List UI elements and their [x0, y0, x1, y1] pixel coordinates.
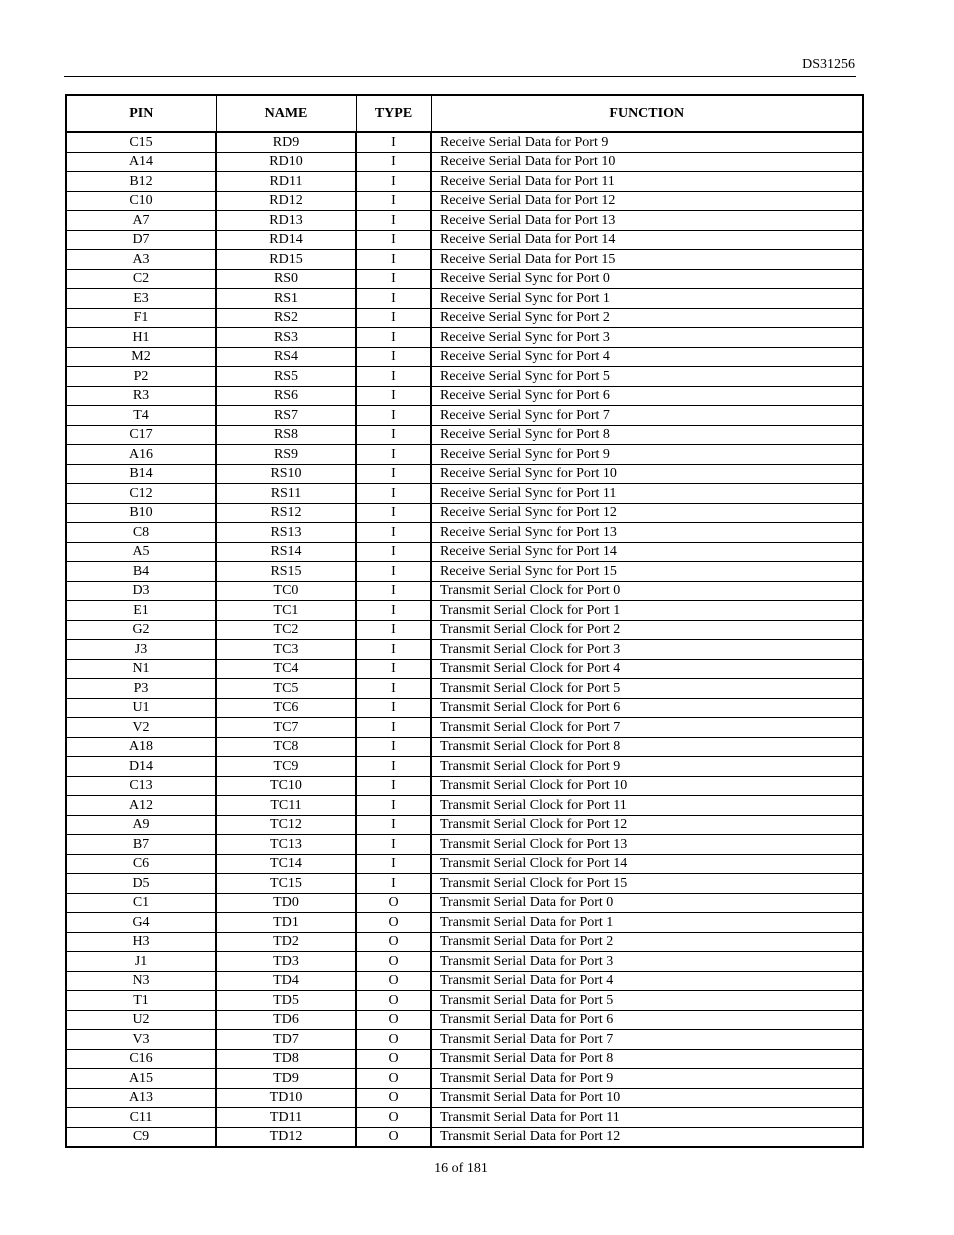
- pin-cell: U1: [66, 698, 216, 718]
- pin-cell: T1: [66, 991, 216, 1011]
- pin-cell: D14: [66, 757, 216, 777]
- type-cell: I: [356, 640, 431, 660]
- function-cell: Receive Serial Sync for Port 14: [431, 542, 863, 562]
- pin-cell: A12: [66, 796, 216, 816]
- function-cell: Receive Serial Data for Port 13: [431, 211, 863, 231]
- pin-cell: P3: [66, 679, 216, 699]
- function-cell: Receive Serial Sync for Port 6: [431, 386, 863, 406]
- type-cell: I: [356, 484, 431, 504]
- pin-cell: B4: [66, 562, 216, 582]
- function-cell: Transmit Serial Data for Port 6: [431, 1010, 863, 1030]
- name-cell: RD9: [216, 132, 356, 152]
- column-header-type: TYPE: [356, 95, 431, 132]
- pin-cell: C8: [66, 523, 216, 543]
- name-cell: TC4: [216, 659, 356, 679]
- table-row: [66, 776, 863, 796]
- function-cell: Transmit Serial Data for Port 8: [431, 1049, 863, 1069]
- pin-cell: T4: [66, 406, 216, 426]
- name-cell: RS1: [216, 289, 356, 309]
- type-cell: O: [356, 932, 431, 952]
- name-cell: TC6: [216, 698, 356, 718]
- function-cell: Receive Serial Sync for Port 4: [431, 347, 863, 367]
- type-cell: I: [356, 542, 431, 562]
- table-row: [66, 367, 863, 387]
- type-cell: I: [356, 132, 431, 152]
- function-cell: Receive Serial Sync for Port 8: [431, 425, 863, 445]
- table-row: [66, 1030, 863, 1050]
- name-cell: TD1: [216, 913, 356, 933]
- type-cell: I: [356, 269, 431, 289]
- type-cell: I: [356, 854, 431, 874]
- table-row: [66, 874, 863, 894]
- type-cell: I: [356, 347, 431, 367]
- table-row: [66, 971, 863, 991]
- function-cell: Transmit Serial Data for Port 1: [431, 913, 863, 933]
- function-cell: Receive Serial Sync for Port 2: [431, 308, 863, 328]
- table-row: [66, 952, 863, 972]
- type-cell: I: [356, 581, 431, 601]
- type-cell: I: [356, 835, 431, 855]
- type-cell: O: [356, 971, 431, 991]
- pin-cell: A13: [66, 1088, 216, 1108]
- name-cell: RS13: [216, 523, 356, 543]
- function-cell: Receive Serial Sync for Port 9: [431, 445, 863, 465]
- pin-cell: A9: [66, 815, 216, 835]
- table-row: [66, 1108, 863, 1128]
- function-cell: Transmit Serial Data for Port 3: [431, 952, 863, 972]
- name-cell: RD13: [216, 211, 356, 231]
- pin-description-table: [65, 94, 864, 1148]
- type-cell: I: [356, 406, 431, 426]
- pin-cell: C15: [66, 132, 216, 152]
- type-cell: I: [356, 874, 431, 894]
- function-cell: Transmit Serial Clock for Port 2: [431, 620, 863, 640]
- pin-cell: B14: [66, 464, 216, 484]
- table-row: [66, 503, 863, 523]
- name-cell: TC14: [216, 854, 356, 874]
- type-cell: I: [356, 308, 431, 328]
- function-cell: Receive Serial Sync for Port 12: [431, 503, 863, 523]
- function-cell: Receive Serial Sync for Port 10: [431, 464, 863, 484]
- function-cell: Receive Serial Data for Port 11: [431, 172, 863, 192]
- table-row: [66, 1049, 863, 1069]
- type-cell: I: [356, 796, 431, 816]
- function-cell: Transmit Serial Data for Port 5: [431, 991, 863, 1011]
- name-cell: TC10: [216, 776, 356, 796]
- name-cell: RD11: [216, 172, 356, 192]
- table-row: [66, 698, 863, 718]
- pin-cell: V3: [66, 1030, 216, 1050]
- pin-cell: C6: [66, 854, 216, 874]
- table-row: [66, 211, 863, 231]
- name-cell: RD12: [216, 191, 356, 211]
- type-cell: I: [356, 659, 431, 679]
- pin-cell: R3: [66, 386, 216, 406]
- function-cell: Transmit Serial Clock for Port 15: [431, 874, 863, 894]
- function-cell: Transmit Serial Clock for Port 10: [431, 776, 863, 796]
- type-cell: I: [356, 386, 431, 406]
- pin-cell: J3: [66, 640, 216, 660]
- table-row: [66, 854, 863, 874]
- table-row: [66, 757, 863, 777]
- pin-cell: N3: [66, 971, 216, 991]
- type-cell: I: [356, 425, 431, 445]
- name-cell: RS5: [216, 367, 356, 387]
- table-body: [66, 132, 863, 1147]
- pin-cell: A16: [66, 445, 216, 465]
- function-cell: Receive Serial Sync for Port 3: [431, 328, 863, 348]
- table-row: [66, 523, 863, 543]
- function-cell: Transmit Serial Clock for Port 13: [431, 835, 863, 855]
- name-cell: TC3: [216, 640, 356, 660]
- table-row: [66, 1010, 863, 1030]
- name-cell: RS14: [216, 542, 356, 562]
- function-cell: Transmit Serial Data for Port 12: [431, 1127, 863, 1147]
- table-row: [66, 835, 863, 855]
- type-cell: I: [356, 523, 431, 543]
- type-cell: I: [356, 230, 431, 250]
- function-cell: Transmit Serial Clock for Port 1: [431, 601, 863, 621]
- name-cell: TC7: [216, 718, 356, 738]
- pin-cell: B12: [66, 172, 216, 192]
- pin-cell: A3: [66, 250, 216, 270]
- name-cell: RD10: [216, 152, 356, 172]
- pin-cell: B7: [66, 835, 216, 855]
- type-cell: O: [356, 1108, 431, 1128]
- type-cell: I: [356, 152, 431, 172]
- type-cell: I: [356, 620, 431, 640]
- table-row: [66, 152, 863, 172]
- pin-cell: G2: [66, 620, 216, 640]
- function-cell: Transmit Serial Clock for Port 14: [431, 854, 863, 874]
- pin-cell: C11: [66, 1108, 216, 1128]
- pin-cell: J1: [66, 952, 216, 972]
- function-cell: Receive Serial Data for Port 14: [431, 230, 863, 250]
- name-cell: TD6: [216, 1010, 356, 1030]
- name-cell: RS15: [216, 562, 356, 582]
- function-cell: Receive Serial Sync for Port 0: [431, 269, 863, 289]
- type-cell: I: [356, 562, 431, 582]
- function-cell: Transmit Serial Clock for Port 12: [431, 815, 863, 835]
- name-cell: RS2: [216, 308, 356, 328]
- type-cell: I: [356, 464, 431, 484]
- function-cell: Transmit Serial Clock for Port 7: [431, 718, 863, 738]
- function-cell: Receive Serial Data for Port 10: [431, 152, 863, 172]
- pin-cell: H1: [66, 328, 216, 348]
- type-cell: O: [356, 1127, 431, 1147]
- type-cell: I: [356, 757, 431, 777]
- type-cell: I: [356, 172, 431, 192]
- table-row: [66, 679, 863, 699]
- name-cell: RS10: [216, 464, 356, 484]
- table-row: [66, 308, 863, 328]
- function-cell: Receive Serial Data for Port 9: [431, 132, 863, 152]
- pin-cell: D7: [66, 230, 216, 250]
- function-cell: Transmit Serial Data for Port 7: [431, 1030, 863, 1050]
- type-cell: I: [356, 211, 431, 231]
- name-cell: TD7: [216, 1030, 356, 1050]
- pin-cell: A5: [66, 542, 216, 562]
- column-header-name: NAME: [216, 95, 356, 132]
- function-cell: Receive Serial Sync for Port 1: [431, 289, 863, 309]
- name-cell: TC2: [216, 620, 356, 640]
- table-row: [66, 1127, 863, 1147]
- pin-cell: A14: [66, 152, 216, 172]
- pin-cell: A15: [66, 1069, 216, 1089]
- name-cell: RD15: [216, 250, 356, 270]
- table-row: [66, 230, 863, 250]
- name-cell: TC9: [216, 757, 356, 777]
- pin-cell: C16: [66, 1049, 216, 1069]
- table-row: [66, 601, 863, 621]
- pin-cell: C13: [66, 776, 216, 796]
- table-header-row: [66, 95, 863, 132]
- pin-cell: E3: [66, 289, 216, 309]
- type-cell: I: [356, 503, 431, 523]
- name-cell: TC1: [216, 601, 356, 621]
- type-cell: I: [356, 815, 431, 835]
- name-cell: TC15: [216, 874, 356, 894]
- type-cell: I: [356, 250, 431, 270]
- function-cell: Receive Serial Sync for Port 7: [431, 406, 863, 426]
- name-cell: TD5: [216, 991, 356, 1011]
- table-row: [66, 328, 863, 348]
- name-cell: RS7: [216, 406, 356, 426]
- pin-cell: C10: [66, 191, 216, 211]
- header-rule: [64, 76, 856, 77]
- function-cell: Transmit Serial Clock for Port 3: [431, 640, 863, 660]
- name-cell: RS6: [216, 386, 356, 406]
- name-cell: TD12: [216, 1127, 356, 1147]
- name-cell: TD0: [216, 893, 356, 913]
- name-cell: TC13: [216, 835, 356, 855]
- pin-cell: C17: [66, 425, 216, 445]
- type-cell: O: [356, 991, 431, 1011]
- function-cell: Transmit Serial Clock for Port 11: [431, 796, 863, 816]
- table-row: [66, 581, 863, 601]
- pin-cell: C1: [66, 893, 216, 913]
- name-cell: RS11: [216, 484, 356, 504]
- table-row: [66, 406, 863, 426]
- function-cell: Transmit Serial Clock for Port 4: [431, 659, 863, 679]
- name-cell: TD10: [216, 1088, 356, 1108]
- table-row: [66, 484, 863, 504]
- function-cell: Transmit Serial Clock for Port 8: [431, 737, 863, 757]
- name-cell: RS3: [216, 328, 356, 348]
- type-cell: I: [356, 698, 431, 718]
- table-row: [66, 640, 863, 660]
- name-cell: TD3: [216, 952, 356, 972]
- name-cell: TD4: [216, 971, 356, 991]
- table-row: [66, 659, 863, 679]
- table-row: [66, 132, 863, 152]
- type-cell: I: [356, 679, 431, 699]
- type-cell: I: [356, 737, 431, 757]
- type-cell: I: [356, 328, 431, 348]
- function-cell: Transmit Serial Data for Port 0: [431, 893, 863, 913]
- table-row: [66, 737, 863, 757]
- table-row: [66, 620, 863, 640]
- name-cell: TC11: [216, 796, 356, 816]
- name-cell: TD2: [216, 932, 356, 952]
- pin-cell: E1: [66, 601, 216, 621]
- function-cell: Transmit Serial Data for Port 10: [431, 1088, 863, 1108]
- column-header-function: FUNCTION: [431, 95, 863, 132]
- type-cell: O: [356, 1088, 431, 1108]
- type-cell: O: [356, 893, 431, 913]
- table-row: [66, 991, 863, 1011]
- type-cell: I: [356, 445, 431, 465]
- function-cell: Transmit Serial Clock for Port 9: [431, 757, 863, 777]
- table-row: [66, 718, 863, 738]
- table-row: [66, 562, 863, 582]
- table-row: [66, 815, 863, 835]
- table-row: [66, 893, 863, 913]
- table-row: [66, 425, 863, 445]
- pin-cell: C2: [66, 269, 216, 289]
- type-cell: O: [356, 1030, 431, 1050]
- type-cell: I: [356, 718, 431, 738]
- pin-cell: C12: [66, 484, 216, 504]
- name-cell: RS0: [216, 269, 356, 289]
- table-row: [66, 386, 863, 406]
- name-cell: TC0: [216, 581, 356, 601]
- table-row: [66, 445, 863, 465]
- pin-cell: H3: [66, 932, 216, 952]
- type-cell: I: [356, 601, 431, 621]
- page-number: 16 of 181: [434, 1161, 488, 1176]
- table-row: [66, 1069, 863, 1089]
- type-cell: O: [356, 913, 431, 933]
- table-row: [66, 464, 863, 484]
- function-cell: Transmit Serial Clock for Port 5: [431, 679, 863, 699]
- column-header-pin: PIN: [66, 95, 216, 132]
- type-cell: I: [356, 289, 431, 309]
- type-cell: I: [356, 367, 431, 387]
- pin-cell: V2: [66, 718, 216, 738]
- pin-cell: U2: [66, 1010, 216, 1030]
- table-row: [66, 289, 863, 309]
- function-cell: Receive Serial Data for Port 12: [431, 191, 863, 211]
- type-cell: O: [356, 952, 431, 972]
- type-cell: O: [356, 1069, 431, 1089]
- function-cell: Transmit Serial Data for Port 9: [431, 1069, 863, 1089]
- table-row: [66, 191, 863, 211]
- type-cell: O: [356, 1010, 431, 1030]
- function-cell: Transmit Serial Data for Port 2: [431, 932, 863, 952]
- function-cell: Receive Serial Sync for Port 11: [431, 484, 863, 504]
- pin-cell: A7: [66, 211, 216, 231]
- name-cell: RD14: [216, 230, 356, 250]
- name-cell: TC5: [216, 679, 356, 699]
- table-row: [66, 1088, 863, 1108]
- function-cell: Receive Serial Sync for Port 5: [431, 367, 863, 387]
- table-row: [66, 932, 863, 952]
- function-cell: Receive Serial Data for Port 15: [431, 250, 863, 270]
- type-cell: I: [356, 776, 431, 796]
- type-cell: O: [356, 1049, 431, 1069]
- pin-cell: D5: [66, 874, 216, 894]
- function-cell: Transmit Serial Data for Port 11: [431, 1108, 863, 1128]
- name-cell: TD11: [216, 1108, 356, 1128]
- function-cell: Receive Serial Sync for Port 13: [431, 523, 863, 543]
- pin-cell: C9: [66, 1127, 216, 1147]
- table-row: [66, 269, 863, 289]
- pin-cell: M2: [66, 347, 216, 367]
- function-cell: Transmit Serial Clock for Port 6: [431, 698, 863, 718]
- pin-cell: G4: [66, 913, 216, 933]
- pin-cell: A18: [66, 737, 216, 757]
- function-cell: Receive Serial Sync for Port 15: [431, 562, 863, 582]
- name-cell: RS8: [216, 425, 356, 445]
- function-cell: Transmit Serial Data for Port 4: [431, 971, 863, 991]
- name-cell: RS9: [216, 445, 356, 465]
- table-row: [66, 913, 863, 933]
- name-cell: TC8: [216, 737, 356, 757]
- name-cell: TD8: [216, 1049, 356, 1069]
- type-cell: I: [356, 191, 431, 211]
- table-row: [66, 542, 863, 562]
- name-cell: RS12: [216, 503, 356, 523]
- name-cell: TD9: [216, 1069, 356, 1089]
- table-row: [66, 347, 863, 367]
- pin-cell: B10: [66, 503, 216, 523]
- table-row: [66, 796, 863, 816]
- name-cell: TC12: [216, 815, 356, 835]
- pin-cell: P2: [66, 367, 216, 387]
- name-cell: RS4: [216, 347, 356, 367]
- pin-cell: F1: [66, 308, 216, 328]
- pin-cell: D3: [66, 581, 216, 601]
- table-row: [66, 172, 863, 192]
- table-row: [66, 250, 863, 270]
- document-id: DS31256: [802, 57, 855, 72]
- function-cell: Transmit Serial Clock for Port 0: [431, 581, 863, 601]
- pin-cell: N1: [66, 659, 216, 679]
